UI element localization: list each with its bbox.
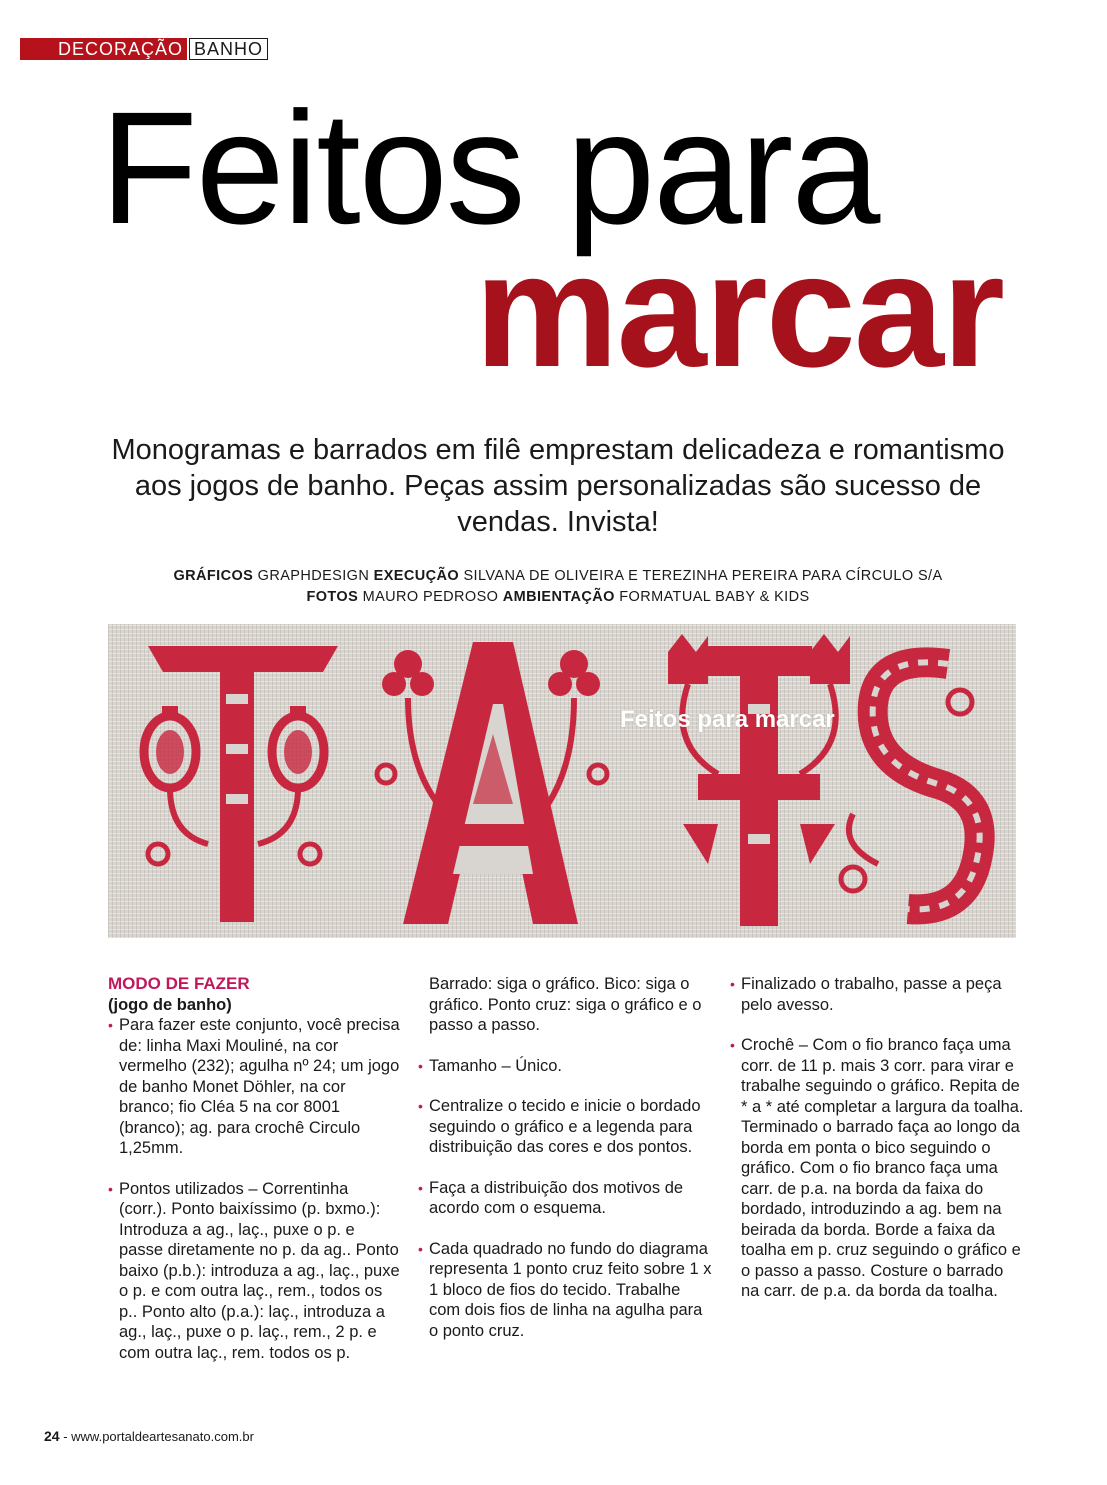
instructions-column-3 [730,974,1026,1322]
instructions-heading: MODO DE FAZER [108,974,250,993]
lead-paragraph: Monogramas e barrados em filê emprestam delicadeza e romantismo aos jogos de banho. Peças assim personalizadas são sucesso de vendas. Invista! [111,434,1005,538]
bullet-icon: • [418,1098,423,1114]
instruction-text: Para fazer este conjunto, você precisa de: linha Maxi Mouliné, na cor vermelho (232); agulha nº 24; um jogo de banho Monet Döhler, na cor branco; fio Cléa 5 na cor 8001 (branco); ag. para crochê Circulo 1,25mm. [119,1016,400,1157]
bullet-icon: • [418,1057,423,1074]
credits [60,566,1056,608]
letter-s-motif [841,662,980,909]
credits-line-2 [60,587,1056,608]
instruction-paragraph [730,974,1026,1015]
credit-value-graficos: GRAPHDESIGN [257,568,370,584]
footer-separator: - [59,1429,72,1444]
page-footer [44,1428,254,1444]
credits-line-1 [60,566,1056,587]
instruction-paragraph [418,1096,714,1158]
credit-value-execucao: SILVANA DE OLIVEIRA E TEREZINHA PEREIRA PARA CÍRCULO S/A [463,568,943,584]
bullet-icon: • [418,1240,423,1257]
instruction-paragraph [108,1015,400,1159]
instruction-paragraph [418,1239,714,1342]
bullet-icon: • [730,976,735,992]
bullet-icon: • [730,1037,735,1053]
instruction-paragraph [730,1035,1026,1302]
bullet-icon: • [418,1179,423,1196]
instructions-column-2 [418,974,714,1361]
instruction-text: Barrado: siga o gráfico. Bico: siga o gráfico. Ponto cruz: siga o gráfico e o passo a passo. [429,975,702,1034]
page-number: 24 [44,1428,60,1444]
letter-a-motif [377,642,607,924]
instruction-text: Crochê – Com o fio branco faça uma corr. de 11 p. mais 3 corr. para virar e trabalhe seguindo o gráfico. Repita de * a * até completar a largura da toalha. Terminado o barrado faça ao longo da borda em ponta o bico seguindo o gráfico. Com o fio branco faça uma carr. de p.a. na borda da faixa do bordado, introduzindo a ag. bem na beirada da borda. Borde a faixa da toalha em p. cruz seguindo o gráfico e o passo a passo. Costure o barrado na carr. de p.a. da borda da toalha. [741,1036,1024,1300]
photo-caption: Feitos para marcar [620,706,835,733]
instruction-paragraph [418,1178,714,1219]
title-line-1: Feitos para [100,78,879,257]
website-link[interactable]: www.portaldeartesanato.com.br [71,1429,254,1444]
bullet-icon: • [108,1017,113,1033]
section-subname: BANHO [189,38,268,60]
monogram-embroidery-illustration [108,624,1016,938]
instructions-column-1 [108,974,400,1383]
instruction-text: Cada quadrado no fundo do diagrama representa 1 ponto cruz feito sobre 1 x 1 bloco de fios do tecido. Trabalhe com dois fios de linha na agulha para o ponto cruz. [429,1239,712,1340]
instruction-text: Finalizado o trabalho, passe a peça pelo avesso. [741,975,1002,1014]
letter-t-motif [144,646,338,922]
title-line-2: marcar [474,220,1003,401]
instruction-text: Tamanho – Único. [429,1056,562,1075]
section-name: DECORAÇÃO [54,38,187,60]
section-header [20,38,268,60]
credit-label-graficos: GRÁFICOS [173,568,254,584]
bullet-icon: • [108,1180,113,1197]
credit-label-fotos: FOTOS [306,589,359,605]
credit-label-ambientacao: AMBIENTAÇÃO [502,589,615,605]
instruction-text: Pontos utilizados – Correntinha (corr.). Ponto baixíssimo (p. bxmo.): Introduza a ag., laç., puxe o p. e passe diretamente no p. da ag.. Ponto baixo (p.b.): introduza a ag., laç., puxe o p. e com outra laç., rem., todos os p.. Ponto alto (p.a.): laç., introduza a ag., laç., puxe o p. laç., rem., 2 p. e com outra laç., rem. todos os p. [119,1179,400,1362]
instructions-subheading: (jogo de banho) [108,995,232,1014]
credit-label-execucao: EXECUÇÃO [373,568,460,584]
embroidery-photo [108,624,1016,938]
instruction-paragraph-continued [418,974,714,1036]
instruction-text: Faça a distribuição dos motivos de acordo com o esquema. [429,1178,684,1217]
instruction-paragraph [108,1179,400,1364]
credit-value-ambientacao: FORMATUAL BABY & KIDS [619,589,810,605]
section-accent-bar [20,38,54,60]
letter-t-flower-motif [668,634,850,926]
instruction-paragraph [418,1056,714,1077]
instruction-text: Centralize o tecido e inicie o bordado seguindo o gráfico e a legenda para distribuição das cores e dos pontos. [429,1097,701,1156]
credit-value-fotos: MAURO PEDROSO [362,589,499,605]
